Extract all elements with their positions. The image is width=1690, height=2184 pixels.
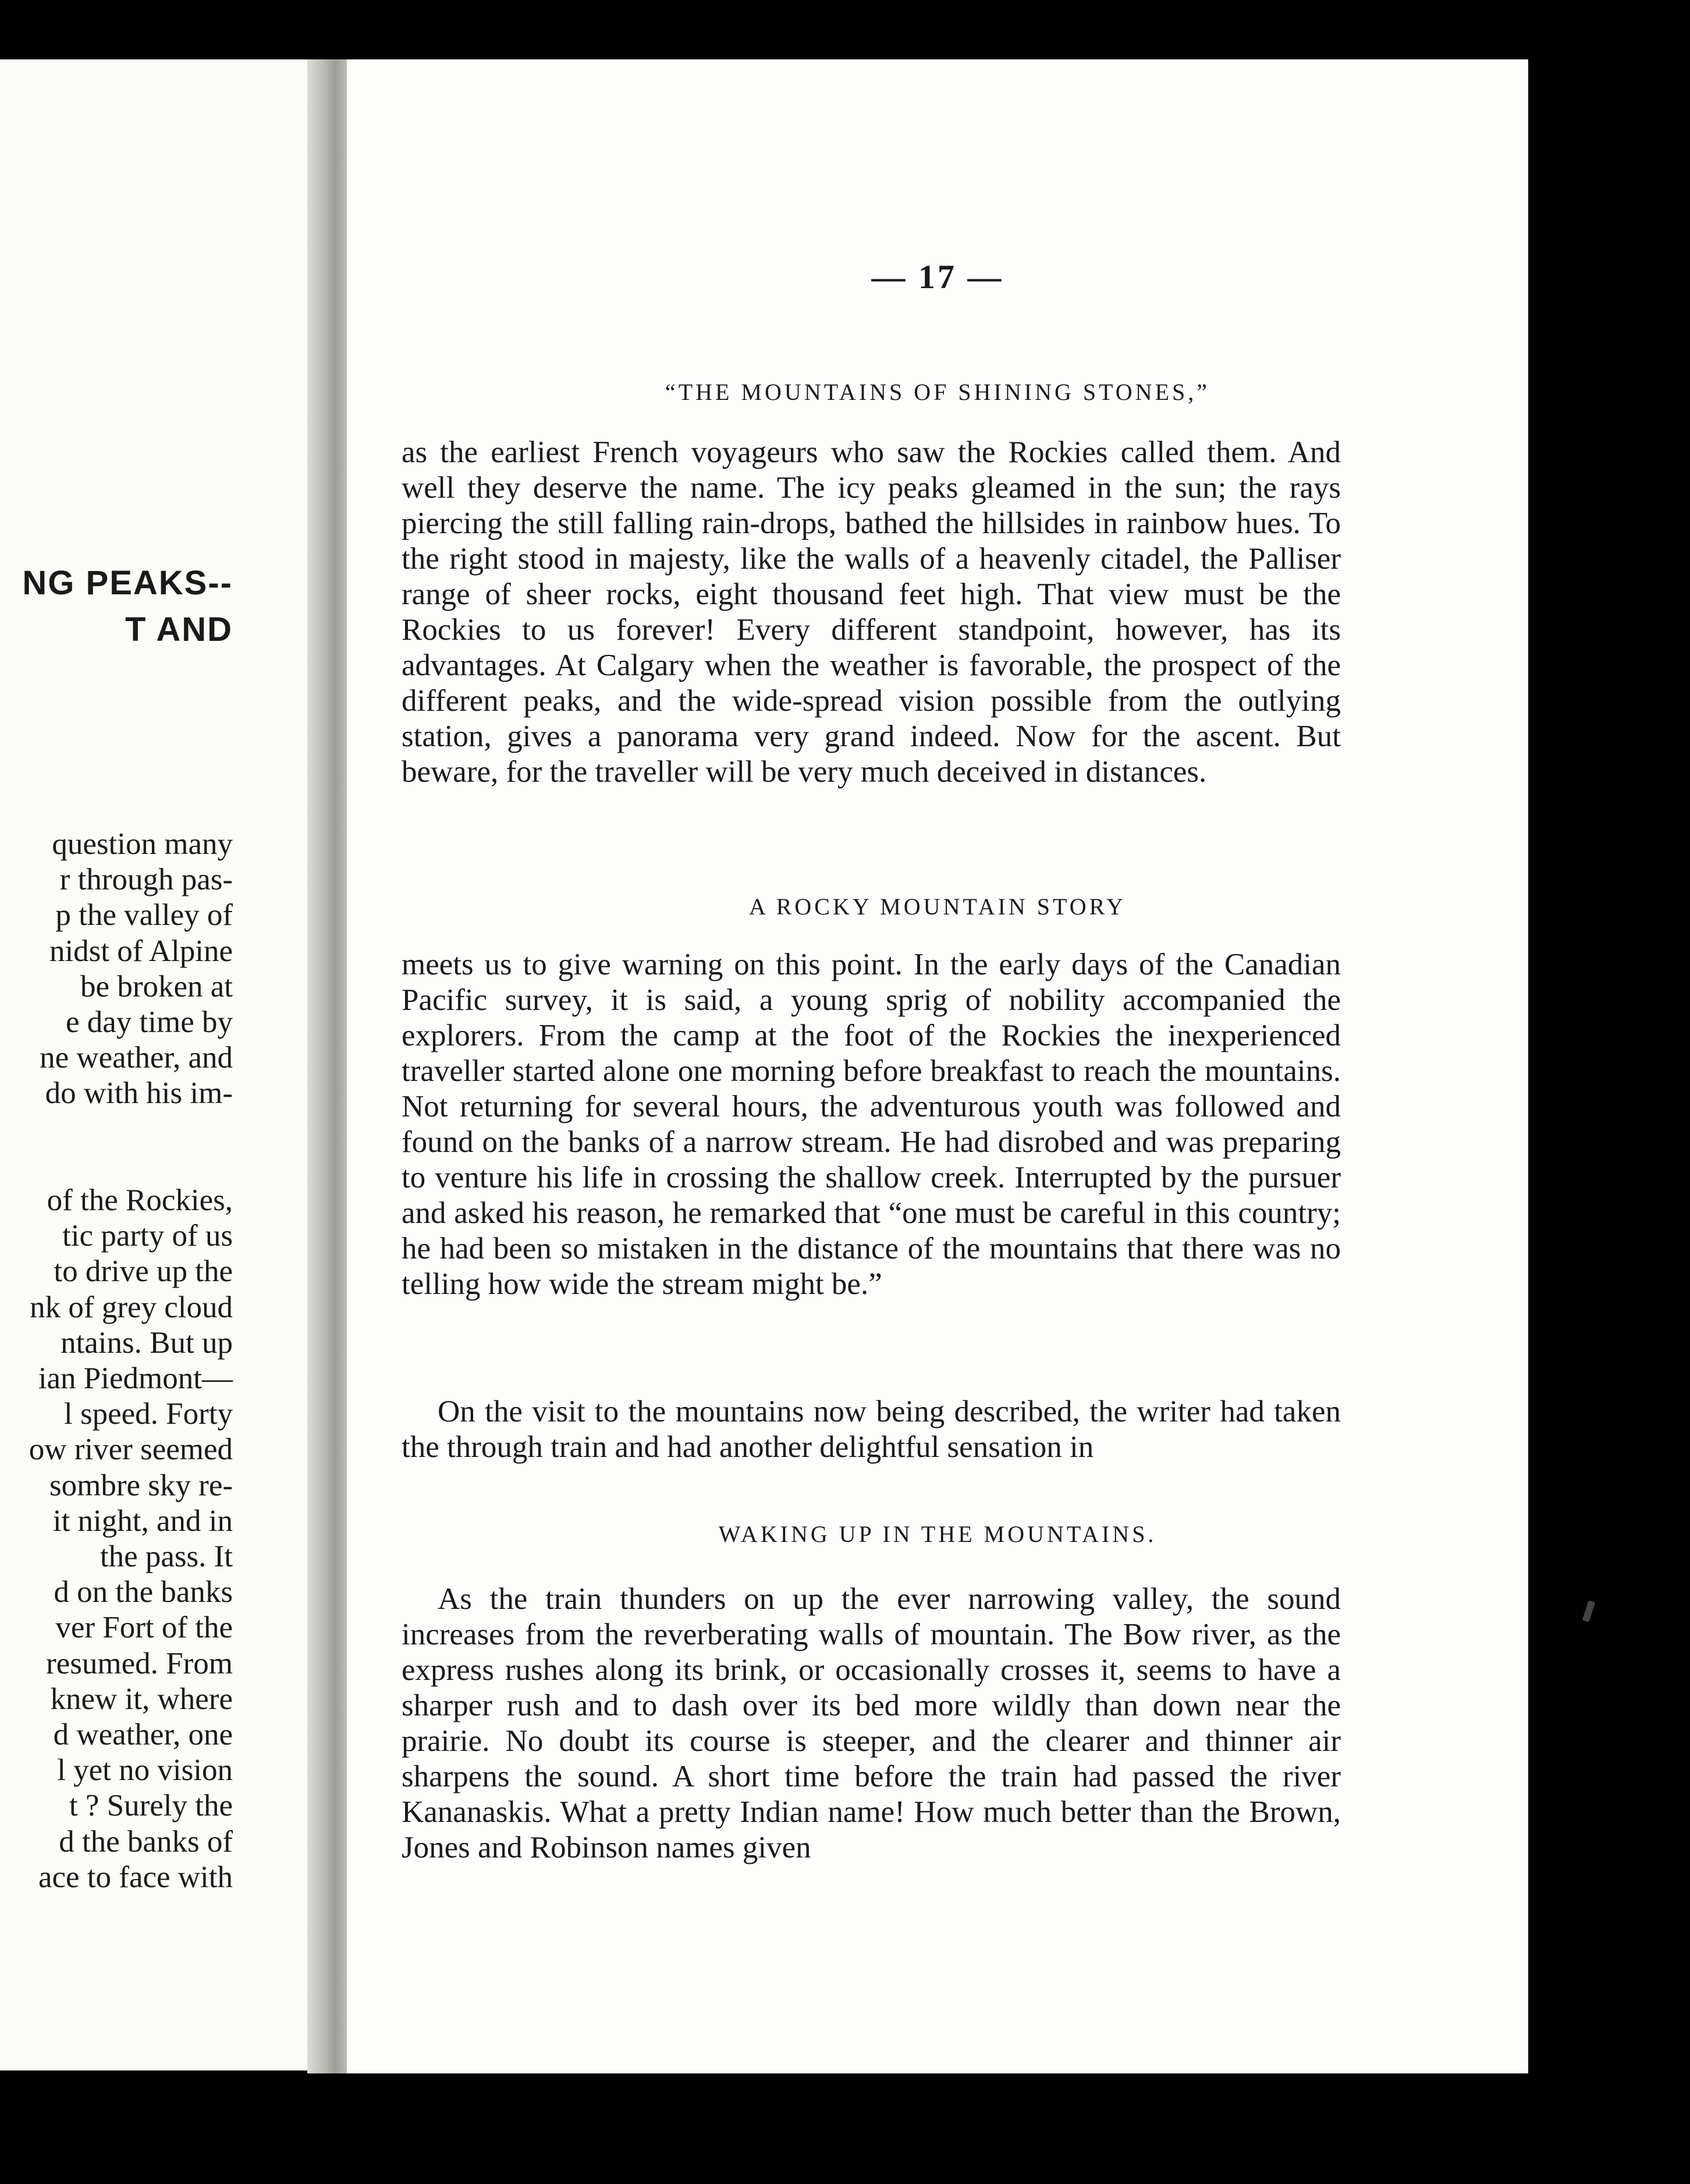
paragraph-waking-up: [402, 1582, 1341, 1866]
left-page-line: ne weather, and: [40, 1041, 233, 1075]
left-page-line: d the banks of: [59, 1824, 233, 1859]
section-heading-mountains-of-shining-stones: “THE MOUNTAINS OF SHINING STONES,”: [665, 379, 1210, 405]
right-page: [347, 59, 1528, 2073]
paragraph-text: On the visit to the mountains now being described, the writer had taken the through train and had another delightful sensation in: [402, 1395, 1341, 1464]
paragraph-rocky-mountain-story: [402, 947, 1341, 1302]
left-page-heading: [0, 560, 233, 653]
left-page-line: knew it, where: [50, 1682, 233, 1716]
left-page-line: ver Fort of the: [55, 1611, 233, 1645]
left-page-line: be broken at: [80, 969, 233, 1004]
left-heading-line: NG PEAKS--: [22, 564, 233, 602]
left-page-line: of the Rockies,: [47, 1183, 233, 1217]
left-page-line: ow river seemed: [29, 1433, 233, 1467]
left-page-line: question many: [52, 827, 233, 861]
left-page-line: ian Piedmont—: [38, 1362, 233, 1395]
left-page-line: t ? Surely the: [69, 1789, 233, 1823]
left-page-line: p the valley of: [55, 898, 233, 933]
page-number: — 17 —: [871, 258, 1004, 296]
left-page-line: tic party of us: [62, 1219, 233, 1253]
left-page-line: r through pas-: [59, 863, 233, 897]
paragraph-visit-to-mountains: [402, 1394, 1341, 1465]
left-page-line: to drive up the: [54, 1254, 233, 1289]
left-page-line: d weather, one: [53, 1718, 233, 1752]
left-page-line: l speed. Forty: [64, 1397, 233, 1431]
left-page-line: the pass. It: [100, 1540, 233, 1573]
left-page-line: l yet no vision: [57, 1753, 233, 1788]
left-page-line: sombre sky re-: [49, 1468, 233, 1502]
left-page-line: d on the banks: [54, 1575, 233, 1609]
section-heading-waking-up: WAKING UP IN THE MOUNTAINS.: [718, 1521, 1157, 1547]
paragraph-shining-stones: [402, 435, 1341, 790]
left-page-line: nidst of Alpine: [49, 934, 233, 968]
left-page-line: it night, and in: [52, 1504, 233, 1538]
left-page-line: e day time by: [66, 1005, 233, 1039]
paragraph-text: meets us to give warning on this point. In the early days of the Canadian Pacific survey, it is said, a young sprig of nobility accompanied the explorers. From the camp at the foot of the Rockies the inexperienced traveller started alone one morning before breakfast to reach the mountains. Not returning for several hours, the adventurous youth was followed and found on the banks of a narrow stream. He had disrobed and was preparing to venture his life in crossing the shallow creek. Interrupted by the pursuer and asked his reason, he remarked that “one must be careful in this country; he had been so mistaken in the distance of the mountains that there was no telling how wide the stream might be.”: [402, 948, 1341, 1301]
left-page: [0, 59, 314, 2070]
paragraph-text: as the earliest French voyageurs who saw the Rockies called them. And well they deserve the name. The icy peaks gleamed in the sun; the rays piercing the still falling rain-drops, bathed the hillsides in rainbow hues. To the right stood in majesty, like the walls of a heavenly citadel, the Palliser range of sheer rocks, eight thousand feet high. That view must be the Rockies to us forever! Every different standpoint, however, has its advantages. At Calgary when the weather is favorable, the prospect of the different peaks, and the wide-spread vision possible from the outlying station, gives a panorama very grand indeed. Now for the ascent. But beware, for the traveller will be very much deceived in distances.: [402, 435, 1341, 789]
margin-pencil-mark: [1582, 1600, 1596, 1622]
left-page-line: do with his im-: [45, 1076, 233, 1111]
section-heading-rocky-mountain-story: A ROCKY MOUNTAIN STORY: [749, 894, 1126, 920]
paragraph-text: As the train thunders on up the ever narrowing valley, the sound increases from the reverberating walls of mountain. The Bow river, as the express rushes along its brink, or occasionally crosses it, seems to have a sharper rush and to dash over its bed more wildly than down near the prairie. No doubt its course is steeper, and the clearer and thinner air sharpens the sound. A short time before the train had passed the river Kananaskis. What a pretty Indian name! How much better than the Brown, Jones and Robinson names given: [402, 1582, 1341, 1864]
left-page-line: ntains. But up: [61, 1325, 233, 1360]
left-page-line: resumed. From: [46, 1646, 233, 1680]
left-page-line: nk of grey cloud: [30, 1290, 233, 1324]
left-heading-line: T AND: [125, 611, 233, 648]
left-page-line: ace to face with: [38, 1860, 233, 1894]
